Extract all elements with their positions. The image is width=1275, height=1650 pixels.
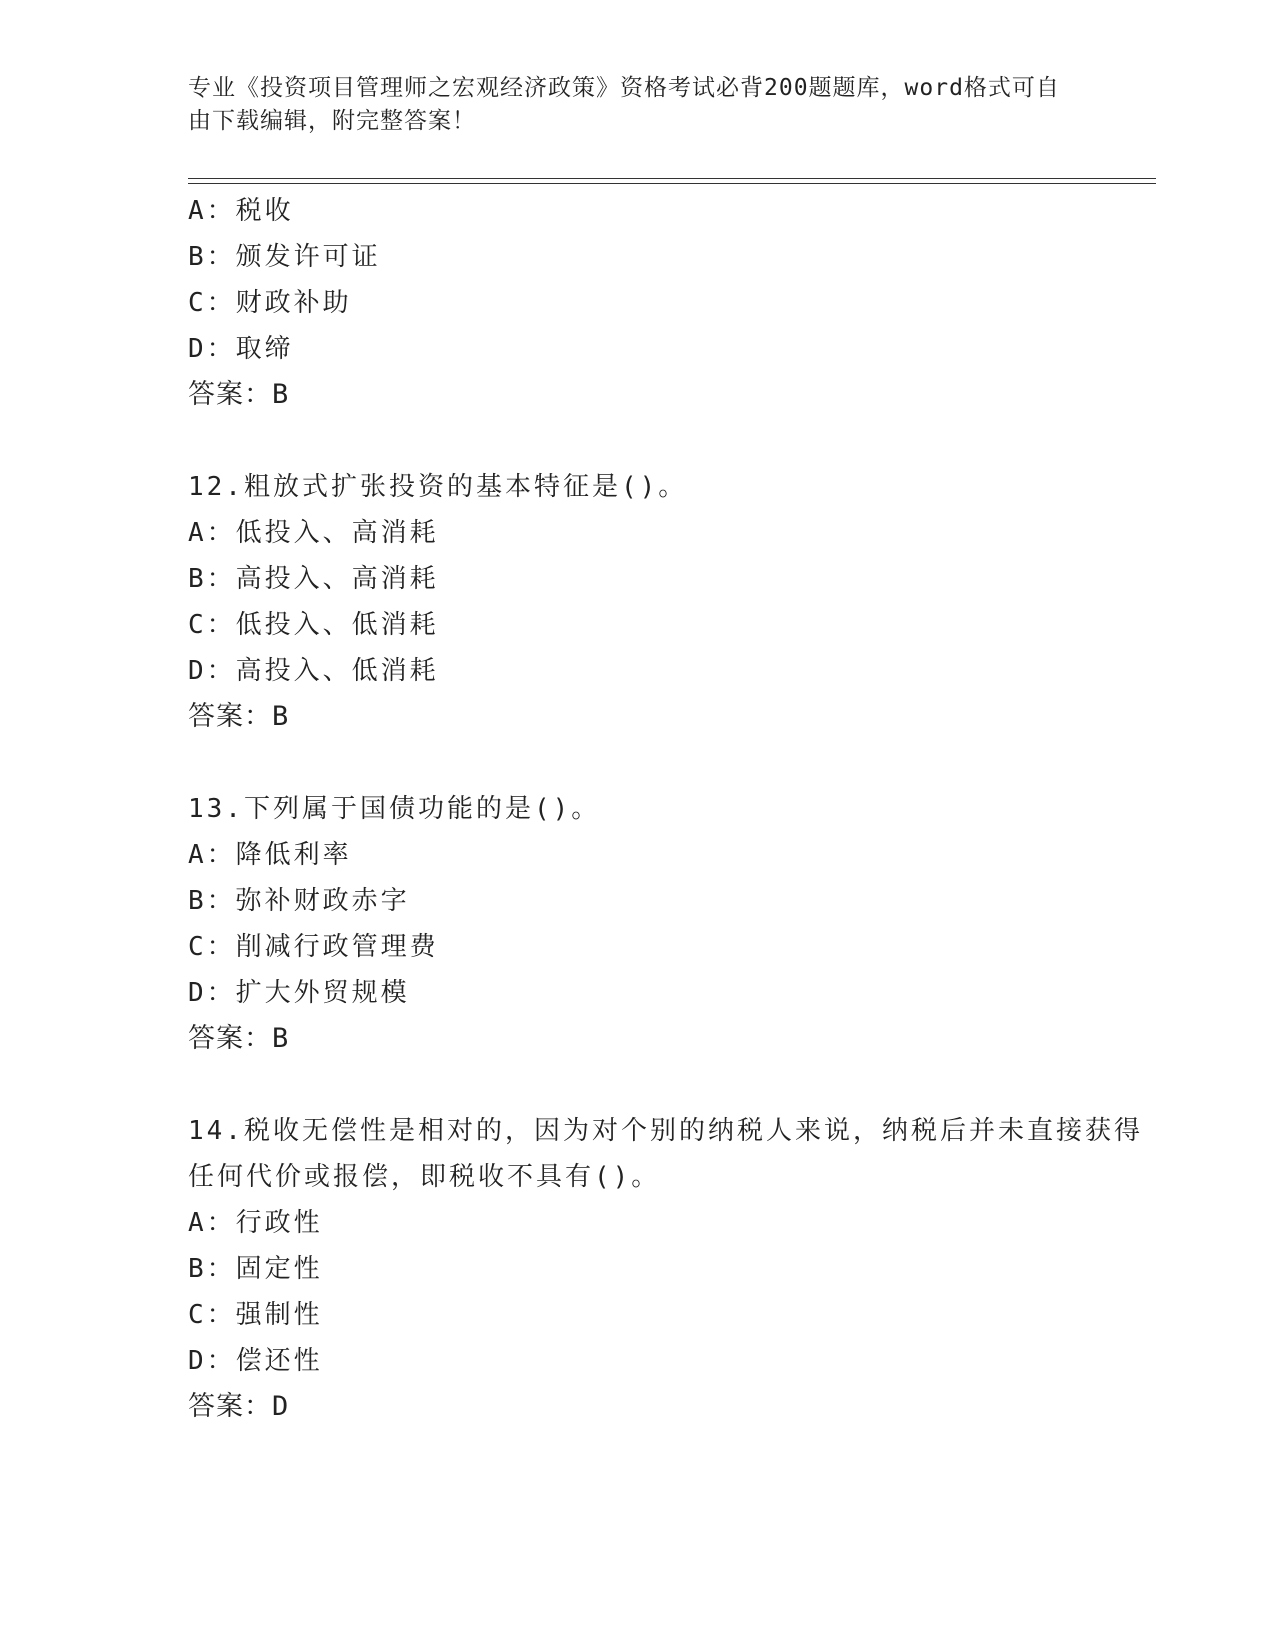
document-header: 专业《投资项目管理师之宏观经济政策》资格考试必背200题题库，word格式可自由下载编辑，附完整答案！	[188, 75, 1060, 134]
option-a	[188, 510, 1148, 556]
option-text: 扩大外贸规模	[235, 978, 410, 1008]
option-c	[188, 1292, 1148, 1338]
option-text: 颁发许可证	[235, 242, 381, 272]
question-13	[188, 786, 1148, 1062]
option-label: B：	[188, 1254, 236, 1284]
option-text: 削减行政管理费	[235, 932, 439, 962]
option-text: 税收	[235, 196, 294, 226]
option-d	[188, 648, 1148, 694]
option-text: 强制性	[235, 1300, 323, 1330]
question-14	[188, 1108, 1148, 1430]
option-c	[188, 280, 1148, 326]
option-label: A：	[188, 196, 236, 226]
block-spacer	[188, 1062, 1148, 1108]
answer-label: 答案：	[188, 701, 272, 732]
option-a	[188, 832, 1148, 878]
answer-line	[188, 372, 1148, 418]
option-b	[188, 556, 1148, 602]
option-c	[188, 602, 1148, 648]
option-text: 高投入、低消耗	[235, 656, 439, 686]
question-list	[188, 188, 1148, 1430]
option-label: B：	[188, 886, 236, 916]
option-text: 弥补财政赤字	[235, 886, 410, 916]
question-text: 13.下列属于国债功能的是()。	[188, 794, 601, 824]
option-d	[188, 1338, 1148, 1384]
header-rule-bottom	[188, 183, 1156, 184]
option-label: A：	[188, 1208, 236, 1238]
option-label: D：	[188, 334, 236, 364]
option-a	[188, 1200, 1148, 1246]
question-11-partial	[188, 188, 1148, 418]
option-label: A：	[188, 518, 236, 548]
option-text: 偿还性	[235, 1346, 323, 1376]
block-spacer	[188, 418, 1148, 464]
option-text: 降低利率	[235, 840, 352, 870]
option-label: A：	[188, 840, 236, 870]
option-label: B：	[188, 242, 236, 272]
option-text: 高投入、高消耗	[235, 564, 439, 594]
option-label: C：	[188, 932, 236, 962]
option-text: 低投入、高消耗	[235, 518, 439, 548]
answer-value: B	[272, 1023, 290, 1054]
answer-line	[188, 694, 1148, 740]
answer-label: 答案：	[188, 1023, 272, 1054]
answer-value: B	[272, 379, 290, 410]
option-text: 取缔	[235, 334, 294, 364]
option-b	[188, 1246, 1148, 1292]
question-text: 12.粗放式扩张投资的基本特征是()。	[188, 472, 688, 502]
option-text: 低投入、低消耗	[235, 610, 439, 640]
option-label: D：	[188, 1346, 236, 1376]
option-d	[188, 326, 1148, 372]
option-label: C：	[188, 610, 236, 640]
answer-value: B	[272, 701, 290, 732]
option-text: 行政性	[235, 1208, 323, 1238]
answer-label: 答案：	[188, 1391, 272, 1422]
option-label: C：	[188, 288, 236, 318]
answer-line	[188, 1016, 1148, 1062]
option-text: 财政补助	[235, 288, 352, 318]
option-text: 固定性	[235, 1254, 323, 1284]
answer-line	[188, 1384, 1148, 1430]
option-c	[188, 924, 1148, 970]
header-rule-top	[188, 178, 1156, 179]
option-b	[188, 878, 1148, 924]
answer-value: D	[272, 1391, 290, 1422]
question-12	[188, 464, 1148, 740]
answer-label: 答案：	[188, 379, 272, 410]
option-label: C：	[188, 1300, 236, 1330]
option-label: D：	[188, 978, 236, 1008]
question-text: 14.税收无偿性是相对的，因为对个别的纳税人来说，纳税后并未直接获得任何代价或报偿，即税收不具有()。	[188, 1116, 1143, 1192]
option-d	[188, 970, 1148, 1016]
option-a	[188, 188, 1148, 234]
option-label: D：	[188, 656, 236, 686]
block-spacer	[188, 740, 1148, 786]
option-label: B：	[188, 564, 236, 594]
option-b	[188, 234, 1148, 280]
